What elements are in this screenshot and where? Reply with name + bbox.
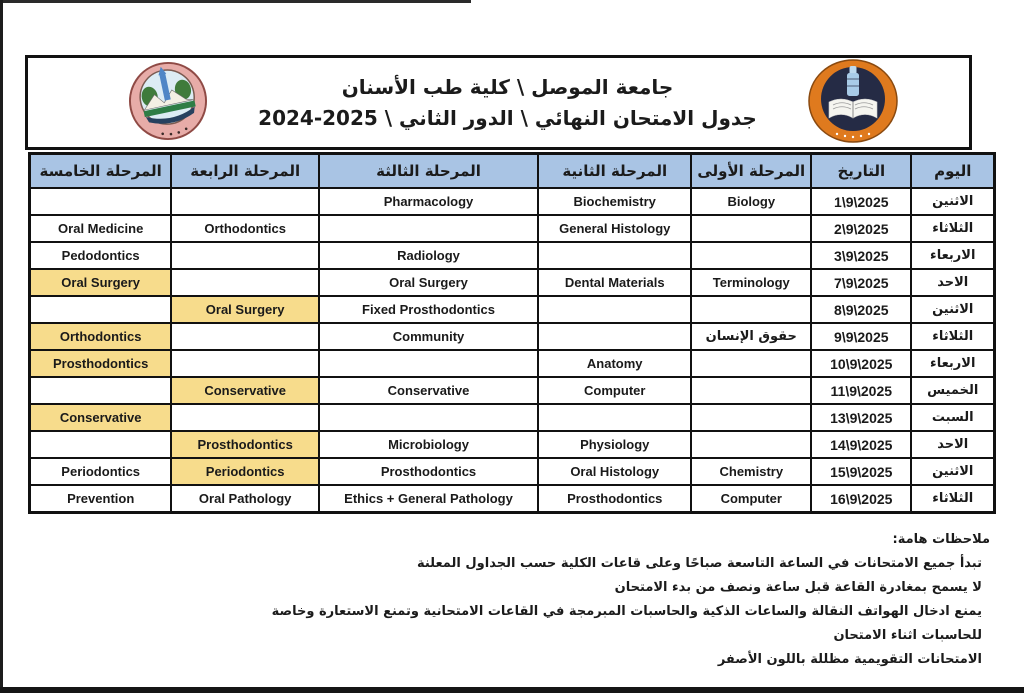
cell-date: 3\9\2025	[811, 242, 911, 269]
cell-stage1: حقوق الإنسان	[691, 323, 811, 350]
cell-date: 13\9\2025	[811, 404, 911, 431]
cell-stage3: Radiology	[319, 242, 538, 269]
column-header-stage5: المرحلة الخامسة	[30, 154, 172, 189]
notes-list	[230, 552, 990, 672]
cell-day: الثلاثاء	[911, 485, 994, 513]
table-row	[30, 350, 995, 377]
cell-stage5: Prevention	[30, 485, 172, 513]
cell-stage4: Oral Pathology	[171, 485, 319, 513]
cell-stage3: Oral Surgery	[319, 269, 538, 296]
cell-stage3	[319, 350, 538, 377]
cell-day: الاثنين	[911, 296, 994, 323]
cell-stage3: Fixed Prosthodontics	[319, 296, 538, 323]
cell-day: الاربعاء	[911, 350, 994, 377]
note-line: يمنع ادخال الهواتف النقالة والساعات الذكية والحاسبات المبرمجة في القاعات الامتحانية وتمنع الاستعارة وخاصة للحاسبات اثناء الامتحان	[271, 604, 982, 643]
cell-stage4: Prosthodontics	[171, 431, 319, 458]
cell-stage1	[691, 296, 811, 323]
cell-day: الاحد	[911, 431, 994, 458]
cell-stage4: Orthodontics	[171, 215, 319, 242]
exam-table	[28, 152, 996, 514]
cell-stage1: Terminology	[691, 269, 811, 296]
cell-stage5: Periodontics	[30, 458, 172, 485]
cell-date: 14\9\2025	[811, 431, 911, 458]
cell-stage3	[319, 404, 538, 431]
cell-stage4	[171, 242, 319, 269]
cell-stage5: Pedodontics	[30, 242, 172, 269]
title-line-2: جدول الامتحان النهائي \ الدور الثاني \ 2025-2024	[258, 105, 757, 130]
table-row	[30, 242, 995, 269]
notes-section	[230, 528, 990, 672]
cell-date: 16\9\2025	[811, 485, 911, 513]
cell-day: الثلاثاء	[911, 323, 994, 350]
university-of-mosul-logo-icon	[128, 60, 208, 146]
cell-stage3: Ethics + General Pathology	[319, 485, 538, 513]
cell-stage2	[538, 242, 691, 269]
table-body	[30, 188, 995, 513]
cell-stage5	[30, 296, 172, 323]
cell-date: 9\9\2025	[811, 323, 911, 350]
cell-stage5	[30, 431, 172, 458]
cell-stage3: Conservative	[319, 377, 538, 404]
cell-stage5: Oral Medicine	[30, 215, 172, 242]
cell-day: الثلاثاء	[911, 215, 994, 242]
cell-date: 10\9\2025	[811, 350, 911, 377]
cell-stage3: Prosthodontics	[319, 458, 538, 485]
header-box	[25, 55, 972, 150]
table-row	[30, 458, 995, 485]
cell-stage2: Dental Materials	[538, 269, 691, 296]
cell-stage5: Prosthodontics	[30, 350, 172, 377]
cell-stage2: General Histology	[538, 215, 691, 242]
cell-stage4: Periodontics	[171, 458, 319, 485]
table-row	[30, 269, 995, 296]
cell-stage2	[538, 404, 691, 431]
cell-date: 7\9\2025	[811, 269, 911, 296]
cell-stage5	[30, 188, 172, 215]
header-row	[30, 154, 995, 189]
table-row	[30, 377, 995, 404]
cell-stage2: Prosthodontics	[538, 485, 691, 513]
cell-stage5: Orthodontics	[30, 323, 172, 350]
column-header-date: التاريخ	[811, 154, 911, 189]
scan-artifact-left	[0, 0, 3, 693]
scan-artifact-bottom	[0, 687, 1024, 693]
note-line: لا يسمح بمغادرة القاعة قبل ساعة ونصف من بدء الامتحان	[614, 580, 982, 595]
cell-stage1: Biology	[691, 188, 811, 215]
cell-day: الاثنين	[911, 188, 994, 215]
cell-stage1	[691, 242, 811, 269]
table-row	[30, 431, 995, 458]
cell-stage5: Oral Surgery	[30, 269, 172, 296]
cell-stage4	[171, 350, 319, 377]
note-line: الامتحانات التقويمية مظللة باللون الأصفر	[717, 652, 982, 667]
cell-stage3: Community	[319, 323, 538, 350]
column-header-stage1: المرحلة الأولى	[691, 154, 811, 189]
cell-date: 2\9\2025	[811, 215, 911, 242]
table-row	[30, 296, 995, 323]
column-header-stage4: المرحلة الرابعة	[171, 154, 319, 189]
cell-stage1	[691, 404, 811, 431]
cell-stage3: Pharmacology	[319, 188, 538, 215]
cell-stage1	[691, 215, 811, 242]
table-row	[30, 404, 995, 431]
page-title	[208, 72, 807, 134]
cell-stage4	[171, 404, 319, 431]
cell-stage4: Conservative	[171, 377, 319, 404]
cell-stage1	[691, 350, 811, 377]
college-of-dentistry-logo-icon	[807, 58, 899, 148]
cell-stage2: Computer	[538, 377, 691, 404]
cell-stage3: Microbiology	[319, 431, 538, 458]
column-header-stage2: المرحلة الثانية	[538, 154, 691, 189]
cell-day: السبت	[911, 404, 994, 431]
cell-stage2: Anatomy	[538, 350, 691, 377]
cell-stage4	[171, 323, 319, 350]
cell-stage1	[691, 377, 811, 404]
note-line: تبدأ جميع الامتحانات في الساعة التاسعة صباحًا وعلى قاعات الكلية حسب الجداول المعلنة	[416, 556, 982, 571]
cell-stage4	[171, 188, 319, 215]
cell-stage2: Biochemistry	[538, 188, 691, 215]
scan-artifact-top	[0, 0, 471, 3]
title-line-1: جامعة الموصل \ كلية طب الأسنان	[341, 74, 674, 99]
cell-stage5	[30, 377, 172, 404]
cell-stage5: Conservative	[30, 404, 172, 431]
cell-day: الاربعاء	[911, 242, 994, 269]
table-row	[30, 188, 995, 215]
cell-stage3	[319, 215, 538, 242]
cell-stage1	[691, 431, 811, 458]
cell-stage2: Physiology	[538, 431, 691, 458]
cell-stage2	[538, 296, 691, 323]
table-row	[30, 323, 995, 350]
cell-date: 11\9\2025	[811, 377, 911, 404]
cell-stage1: Computer	[691, 485, 811, 513]
cell-date: 15\9\2025	[811, 458, 911, 485]
cell-day: الخميس	[911, 377, 994, 404]
table-row	[30, 485, 995, 513]
cell-stage4	[171, 269, 319, 296]
table-row	[30, 215, 995, 242]
cell-stage1: Chemistry	[691, 458, 811, 485]
cell-day: الاثنين	[911, 458, 994, 485]
cell-stage2	[538, 323, 691, 350]
cell-day: الاحد	[911, 269, 994, 296]
column-header-day: اليوم	[911, 154, 994, 189]
cell-stage2: Oral Histology	[538, 458, 691, 485]
cell-date: 8\9\2025	[811, 296, 911, 323]
cell-stage4: Oral Surgery	[171, 296, 319, 323]
column-header-stage3: المرحلة الثالثة	[319, 154, 538, 189]
notes-heading: ملاحظات هامة:	[892, 532, 990, 547]
cell-date: 1\9\2025	[811, 188, 911, 215]
